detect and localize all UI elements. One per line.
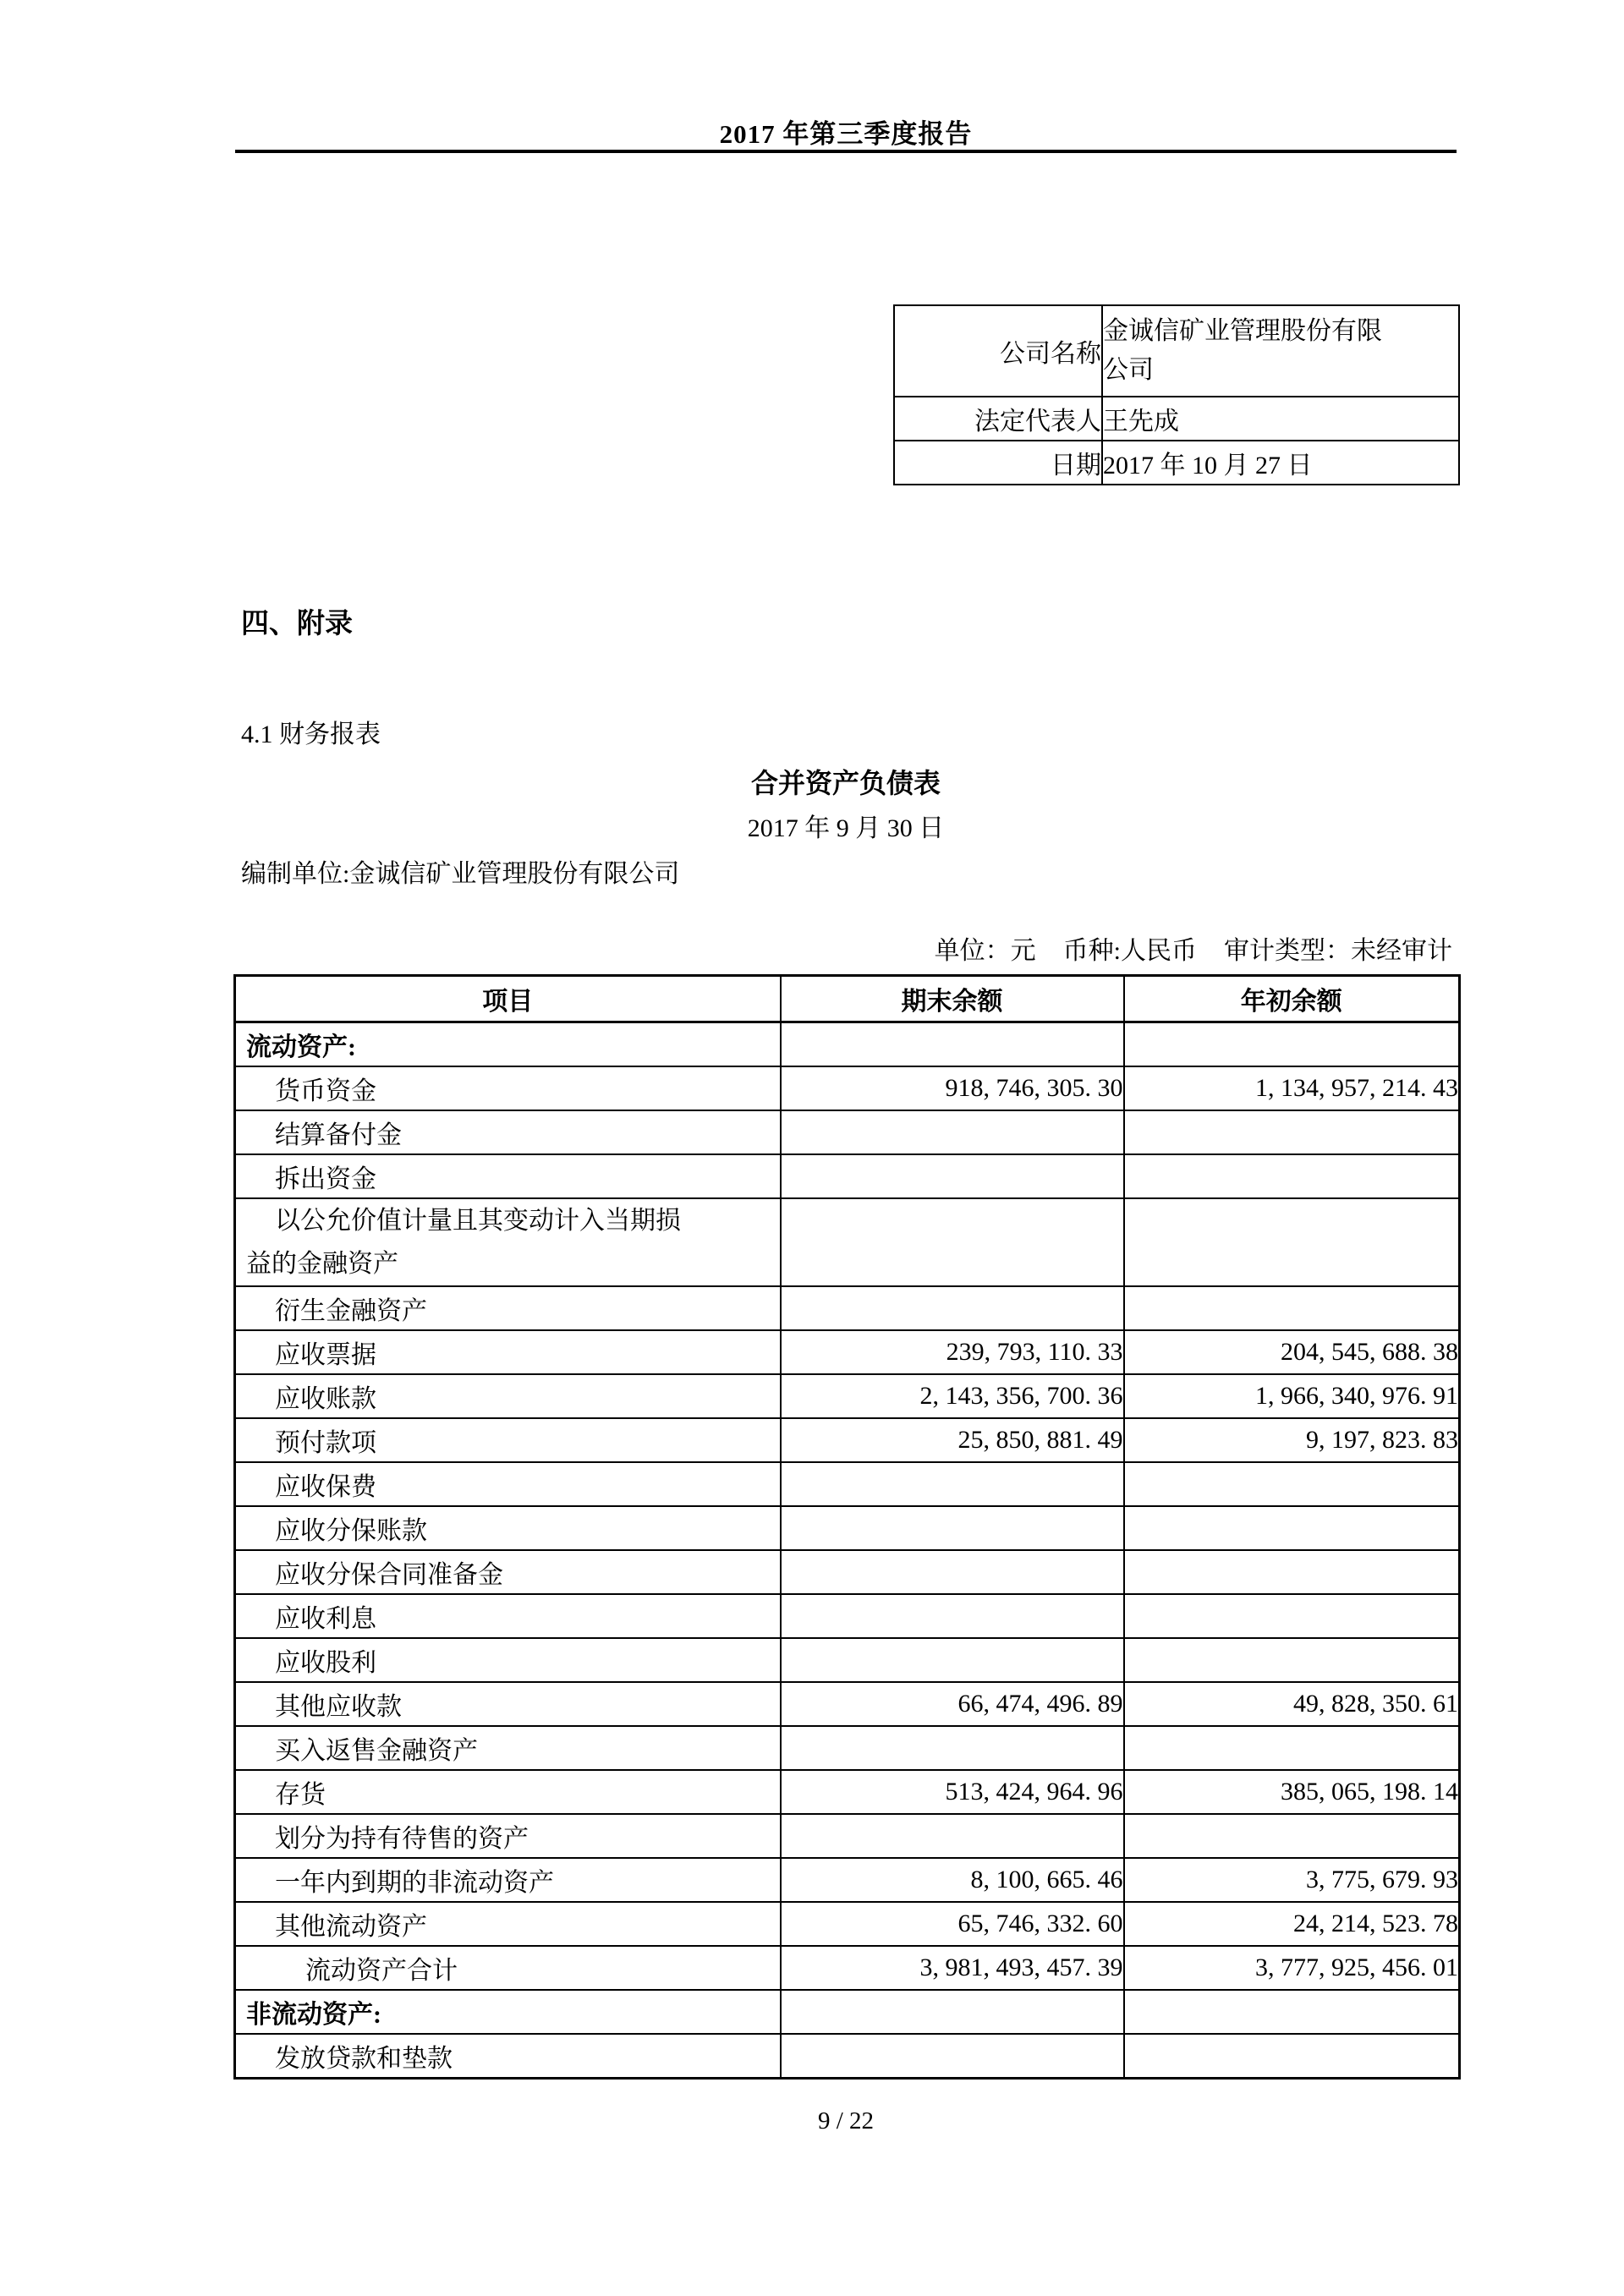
row-item-label: 衍生金融资产 (275, 1297, 427, 1325)
row-ending-balance (781, 1594, 1124, 1638)
row-beginning-balance: 1, 966, 340, 976. 91 (1124, 1374, 1460, 1418)
appendix-section-heading: 四、附录 (241, 609, 353, 639)
row-beginning-balance (1124, 1022, 1460, 1067)
row-beginning-balance (1124, 1594, 1460, 1638)
row-beginning-balance (1124, 1154, 1460, 1198)
table-row (235, 1814, 1460, 1858)
row-beginning-balance: 204, 545, 688. 38 (1124, 1330, 1460, 1374)
row-beginning-balance: 9, 197, 823. 83 (1124, 1418, 1460, 1462)
row-item-cell (235, 1462, 781, 1506)
row-item-cell (235, 1594, 781, 1638)
table-row (894, 305, 1459, 397)
row-beginning-balance (1124, 1110, 1460, 1154)
row-beginning-balance (1124, 1506, 1460, 1550)
column-header-ending-balance: 期末余额 (781, 976, 1124, 1022)
table-row (235, 1418, 1460, 1462)
row-beginning-balance (1124, 1814, 1460, 1858)
row-ending-balance: 513, 424, 964. 96 (781, 1770, 1124, 1814)
table-row (235, 1990, 1460, 2034)
column-header-item: 项目 (235, 976, 781, 1022)
signature-table (893, 304, 1460, 485)
row-beginning-balance (1124, 1462, 1460, 1506)
financial-statements-subheading: 4.1 财务报表 (241, 721, 381, 748)
row-item-label: 以公允价值计量且其变动计入当期损 (275, 1207, 681, 1235)
table-row (235, 1594, 1460, 1638)
row-item-cell (235, 1374, 781, 1418)
row-ending-balance: 25, 850, 881. 49 (781, 1418, 1124, 1462)
table-row (235, 1682, 1460, 1726)
row-item-cell (235, 1154, 781, 1198)
row-item-label: 应收股利 (275, 1649, 376, 1677)
row-item-label: 其他应收款 (275, 1693, 402, 1721)
row-beginning-balance: 49, 828, 350. 61 (1124, 1682, 1460, 1726)
row-ending-balance (781, 1154, 1124, 1198)
table-row (235, 1506, 1460, 1550)
row-item-label: 发放贷款和垫款 (275, 2045, 453, 2073)
row-beginning-balance (1124, 1286, 1460, 1330)
row-item-cell (235, 1506, 781, 1550)
row-item-cell (235, 1418, 781, 1462)
date-value: 2017 年 10 月 27 日 (1102, 441, 1459, 485)
row-item-label: 流动资产: (246, 1033, 356, 1061)
row-beginning-balance (1124, 1550, 1460, 1594)
table-row (235, 1286, 1460, 1330)
row-ending-balance (781, 1638, 1124, 1682)
table-row (235, 1462, 1460, 1506)
row-ending-balance (781, 1110, 1124, 1154)
table-row (235, 1858, 1460, 1902)
row-beginning-balance (1124, 1638, 1460, 1682)
row-beginning-balance: 1, 134, 957, 214. 43 (1124, 1066, 1460, 1110)
row-item-cell (235, 1198, 781, 1286)
legal-representative-label: 法定代表人 (894, 397, 1102, 441)
row-ending-balance (781, 1506, 1124, 1550)
row-item-cell (235, 1066, 781, 1110)
row-ending-balance: 8, 100, 665. 46 (781, 1858, 1124, 1902)
row-item-label: 货币资金 (275, 1077, 376, 1105)
row-beginning-balance: 24, 214, 523. 78 (1124, 1902, 1460, 1946)
row-ending-balance: 3, 981, 493, 457. 39 (781, 1946, 1124, 1990)
row-item-cell (235, 1770, 781, 1814)
row-item-cell (235, 1550, 781, 1594)
row-item-label: 应收分保账款 (275, 1517, 427, 1545)
table-row (235, 1330, 1460, 1374)
row-ending-balance (781, 1462, 1124, 1506)
row-item-label: 流动资产合计 (305, 1957, 458, 1985)
header-divider (235, 150, 1457, 153)
row-item-label-line2: 益的金融资产 (246, 1250, 398, 1278)
row-item-cell (235, 1858, 781, 1902)
row-ending-balance (781, 1550, 1124, 1594)
row-beginning-balance: 385, 065, 198. 14 (1124, 1770, 1460, 1814)
statement-title: 合并资产负债表 (750, 768, 941, 798)
row-ending-balance: 239, 793, 110. 33 (781, 1330, 1124, 1374)
row-beginning-balance: 3, 777, 925, 456. 01 (1124, 1946, 1460, 1990)
row-item-cell (235, 1682, 781, 1726)
row-item-label: 结算备付金 (275, 1121, 402, 1149)
unit-label: 单位：元 (934, 937, 1036, 965)
company-name-text: 金诚信矿业管理股份有限公司 (1103, 317, 1382, 384)
row-ending-balance: 2, 143, 356, 700. 36 (781, 1374, 1124, 1418)
row-beginning-balance (1124, 1198, 1460, 1286)
table-row (235, 1110, 1460, 1154)
table-row (235, 1726, 1460, 1770)
row-item-label: 应收票据 (275, 1341, 376, 1369)
row-item-label: 划分为持有待售的资产 (275, 1825, 529, 1853)
statement-date: 2017 年 9 月 30 日 (747, 814, 945, 842)
header-row (235, 976, 1460, 1022)
row-ending-balance (781, 1726, 1124, 1770)
date-label: 日期 (894, 441, 1102, 485)
row-ending-balance: 66, 474, 496. 89 (781, 1682, 1124, 1726)
row-ending-balance (781, 1022, 1124, 1067)
row-ending-balance (781, 1814, 1124, 1858)
row-item-cell (235, 2034, 781, 2079)
row-ending-balance (781, 1286, 1124, 1330)
row-item-label: 应收利息 (275, 1605, 376, 1633)
currency-label: 币种:人民币 (1062, 937, 1197, 965)
row-ending-balance (781, 2034, 1124, 2079)
row-item-label: 非流动资产: (246, 2001, 381, 2029)
row-item-label: 买入返售金融资产 (275, 1737, 478, 1765)
table-row (235, 1066, 1460, 1110)
table-row (235, 1902, 1460, 1946)
row-item-label: 应收账款 (275, 1385, 376, 1413)
row-item-cell (235, 1902, 781, 1946)
row-ending-balance (781, 1198, 1124, 1286)
prepared-by-line: 编制单位:金诚信矿业管理股份有限公司 (241, 860, 680, 888)
page-number-indicator: 9 / 22 (817, 2107, 875, 2134)
row-item-cell (235, 1638, 781, 1682)
row-ending-balance: 65, 746, 332. 60 (781, 1902, 1124, 1946)
row-item-cell (235, 1110, 781, 1154)
row-beginning-balance (1124, 2034, 1460, 2079)
row-item-label: 存货 (275, 1781, 326, 1809)
row-item-label: 应收分保合同准备金 (275, 1561, 503, 1589)
table-row (235, 1550, 1460, 1594)
table-row (235, 1022, 1460, 1067)
row-item-label: 应收保费 (275, 1473, 376, 1501)
row-beginning-balance (1124, 1726, 1460, 1770)
row-beginning-balance: 3, 775, 679. 93 (1124, 1858, 1460, 1902)
table-row (235, 1154, 1460, 1198)
table-row (235, 2034, 1460, 2079)
legal-representative-value: 王先成 (1102, 397, 1459, 441)
table-row (235, 1946, 1460, 1990)
table-row (894, 441, 1459, 485)
row-item-cell (235, 1946, 781, 1990)
company-name-value (1102, 305, 1459, 397)
table-row (235, 1638, 1460, 1682)
balance-sheet-body (235, 1022, 1460, 2079)
row-item-cell (235, 1726, 781, 1770)
table-row (894, 397, 1459, 441)
row-item-label: 其他流动资产 (275, 1913, 427, 1941)
balance-sheet-table (233, 974, 1461, 2080)
row-item-cell (235, 1990, 781, 2034)
row-item-label: 拆出资金 (275, 1165, 376, 1193)
table-row (235, 1374, 1460, 1418)
row-item-cell (235, 1330, 781, 1374)
row-item-cell (235, 1286, 781, 1330)
row-item-label: 预付款项 (275, 1429, 376, 1457)
column-header-beginning-balance: 年初余额 (1124, 976, 1460, 1022)
signature-table-body (894, 305, 1459, 485)
row-item-cell (235, 1814, 781, 1858)
balance-sheet-header (235, 976, 1460, 1022)
row-beginning-balance (1124, 1990, 1460, 2034)
table-row (235, 1770, 1460, 1814)
statement-meta-line (233, 929, 1452, 967)
table-row (235, 1198, 1460, 1286)
company-name-label: 公司名称 (894, 305, 1102, 397)
audit-type-label: 审计类型：未经审计 (1224, 937, 1452, 965)
row-ending-balance: 918, 746, 305. 30 (781, 1066, 1124, 1110)
row-ending-balance (781, 1990, 1124, 2034)
row-item-label: 一年内到期的非流动资产 (275, 1869, 554, 1897)
row-item-cell (235, 1022, 781, 1067)
page-header-title: 2017 年第三季度报告 (719, 119, 973, 149)
